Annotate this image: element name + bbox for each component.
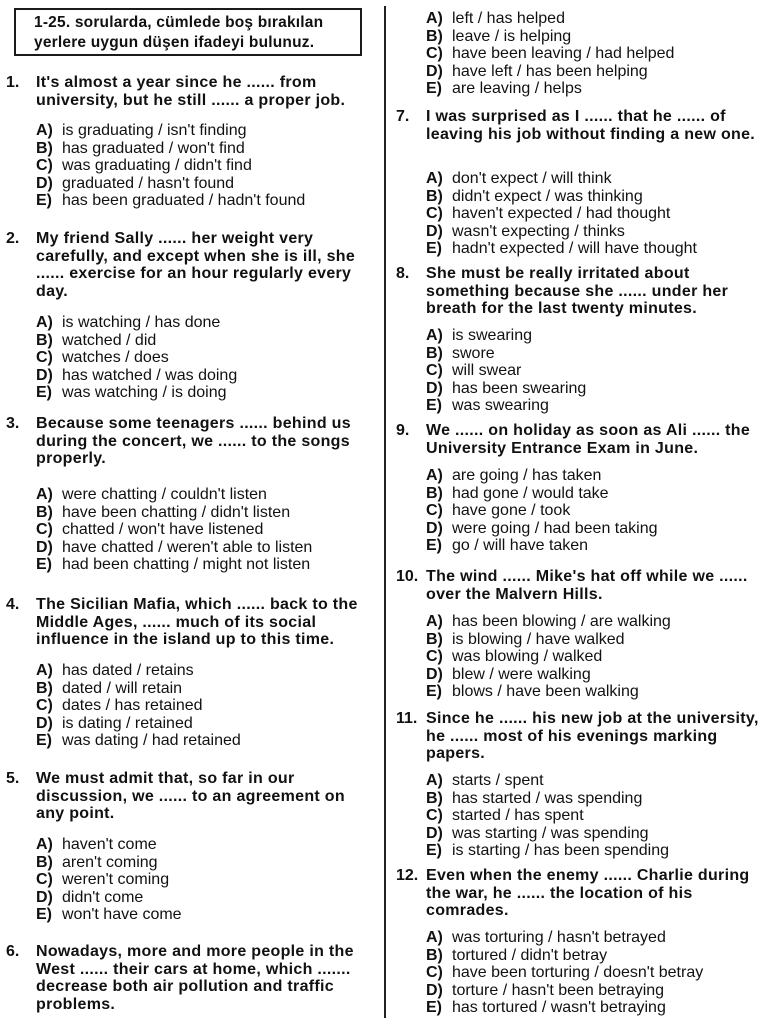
question-stem: Since he ...... his new job at the university, he ...... most of his evenings marking papers. bbox=[426, 710, 759, 762]
option-c[interactable]: C) will swear bbox=[426, 362, 522, 379]
options-list bbox=[426, 327, 766, 415]
question-number: 3. bbox=[6, 415, 20, 432]
question-number: 1. bbox=[6, 74, 20, 91]
option-e[interactable]: E) is starting / has been spending bbox=[426, 842, 670, 859]
options-list bbox=[426, 929, 766, 1017]
option-c[interactable]: C) have been torturing / doesn't betray bbox=[426, 964, 704, 981]
option-d[interactable]: D) has watched / was doing bbox=[36, 366, 238, 384]
option-a[interactable]: A) is watching / has done bbox=[36, 314, 221, 331]
option-c[interactable]: C) was graduating / didn't find bbox=[36, 157, 252, 174]
option-b[interactable]: B) has started / was spending bbox=[426, 789, 643, 807]
option-a[interactable]: A) was torturing / hasn't betrayed bbox=[426, 929, 666, 946]
options-list bbox=[36, 836, 378, 924]
question-number: 2. bbox=[6, 230, 20, 247]
question-number: 4. bbox=[6, 596, 20, 613]
option-e[interactable]: E) had been chatting / might not listen bbox=[36, 556, 311, 573]
option-c[interactable]: C) was blowing / walked bbox=[426, 648, 603, 665]
options-list bbox=[426, 613, 766, 701]
option-b[interactable]: B) didn't expect / was thinking bbox=[426, 187, 643, 205]
option-d[interactable]: D) blew / were walking bbox=[426, 665, 591, 683]
option-a[interactable]: A) don't expect / will think bbox=[426, 170, 612, 187]
question-stem: I was surprised as I ...... that he ...... of leaving his job without finding a new one. bbox=[426, 108, 756, 143]
question-number: 7. bbox=[396, 108, 410, 125]
options-list bbox=[426, 772, 766, 860]
option-c[interactable]: C) dates / has retained bbox=[36, 697, 203, 714]
option-c[interactable]: C) started / has spent bbox=[426, 807, 584, 824]
option-c[interactable]: C) chatted / won't have listened bbox=[36, 521, 264, 538]
question-stem: Because some teenagers ...... behind us during the concert, we ...... to the songs properly. bbox=[36, 415, 351, 467]
instruction-box: 1-25. sorularda, cümlede boş bırakılan yerlere uygun düşen ifadeyi bulunuz. bbox=[14, 8, 362, 56]
option-d[interactable]: D) were going / had been taking bbox=[426, 519, 658, 537]
option-a[interactable]: A) starts / spent bbox=[426, 772, 544, 789]
question-stem: She must be really irritated about something because she ...... under her breath for the last twenty minutes. bbox=[426, 265, 729, 317]
question-stem: It's almost a year since he ...... from university, but he still ...... a proper job. bbox=[36, 74, 346, 109]
option-e[interactable]: E) was dating / had retained bbox=[36, 732, 241, 749]
option-a[interactable]: A) are going / has taken bbox=[426, 467, 602, 484]
option-d[interactable]: D) have left / has been helping bbox=[426, 62, 648, 80]
option-a[interactable]: A) were chatting / couldn't listen bbox=[36, 486, 267, 503]
option-b[interactable]: B) has graduated / won't find bbox=[36, 139, 245, 157]
options-list bbox=[36, 662, 378, 750]
option-e[interactable]: E) are leaving / helps bbox=[426, 80, 582, 97]
options-list bbox=[36, 486, 378, 574]
option-b[interactable]: B) leave / is helping bbox=[426, 27, 572, 45]
question-number: 8. bbox=[396, 265, 410, 282]
options-list bbox=[426, 170, 766, 258]
option-e[interactable]: E) has been graduated / hadn't found bbox=[36, 192, 306, 209]
question-stem: The wind ...... Mike's hat off while we ...... over the Malvern Hills. bbox=[426, 568, 748, 603]
option-d[interactable]: D) didn't come bbox=[36, 888, 144, 906]
question-number: 9. bbox=[396, 422, 410, 439]
question-number: 12. bbox=[396, 867, 419, 884]
option-b[interactable]: B) tortured / didn't betray bbox=[426, 946, 608, 964]
question-stem: The Sicilian Mafia, which ...... back to the Middle Ages, ...... much of its social influence in the island up to this time. bbox=[36, 596, 358, 648]
option-e[interactable]: E) has tortured / wasn't betraying bbox=[426, 999, 666, 1016]
option-e[interactable]: E) won't have come bbox=[36, 906, 182, 923]
options-list bbox=[36, 122, 378, 210]
question-number: 11. bbox=[396, 710, 418, 727]
option-a[interactable]: A) has been blowing / are walking bbox=[426, 613, 671, 630]
option-e[interactable]: E) go / will have taken bbox=[426, 537, 589, 554]
option-c[interactable]: C) watches / does bbox=[36, 349, 169, 366]
option-a[interactable]: A) left / has helped bbox=[426, 10, 565, 27]
question-number: 5. bbox=[6, 770, 20, 787]
option-b[interactable]: B) dated / will retain bbox=[36, 679, 183, 697]
question-stem: My friend Sally ...... her weight very carefully, and except when she is ill, she ...... exercise for an hour regularly every day. bbox=[36, 230, 356, 300]
option-b[interactable]: B) is blowing / have walked bbox=[426, 630, 625, 648]
option-b[interactable]: B) aren't coming bbox=[36, 853, 158, 871]
options-list bbox=[36, 314, 378, 402]
options-list bbox=[426, 467, 766, 555]
option-c[interactable]: C) weren't coming bbox=[36, 871, 170, 888]
option-a[interactable]: A) has dated / retains bbox=[36, 662, 194, 679]
question-stem: We ...... on holiday as soon as Ali ...... the University Entrance Exam in June. bbox=[426, 422, 751, 457]
option-c[interactable]: C) haven't expected / had thought bbox=[426, 205, 671, 222]
option-b[interactable]: B) have been chatting / didn't listen bbox=[36, 503, 291, 521]
question-number: 10. bbox=[396, 568, 419, 585]
option-d[interactable]: D) have chatted / weren't able to listen bbox=[36, 538, 313, 556]
option-d[interactable]: D) torture / hasn't been betraying bbox=[426, 981, 665, 999]
column-divider bbox=[384, 6, 386, 1018]
question-stem: Nowadays, more and more people in the West ...... their cars at home, which ....... decrease both air pollution and traffic problems. bbox=[36, 943, 354, 1013]
option-a[interactable]: A) is swearing bbox=[426, 327, 533, 344]
option-d[interactable]: D) is dating / retained bbox=[36, 714, 193, 732]
question-6-options bbox=[426, 10, 768, 98]
option-d[interactable]: D) wasn't expecting / thinks bbox=[426, 222, 625, 240]
option-b[interactable]: B) had gone / would take bbox=[426, 484, 609, 502]
option-a[interactable]: A) is graduating / isn't finding bbox=[36, 122, 247, 139]
option-d[interactable]: D) graduated / hasn't found bbox=[36, 174, 235, 192]
option-e[interactable]: E) was watching / is doing bbox=[36, 384, 227, 401]
option-d[interactable]: D) was starting / was spending bbox=[426, 824, 649, 842]
question-number: 6. bbox=[6, 943, 20, 960]
option-e[interactable]: E) was swearing bbox=[426, 397, 549, 414]
option-c[interactable]: C) have been leaving / had helped bbox=[426, 45, 675, 62]
option-a[interactable]: A) haven't come bbox=[36, 836, 157, 853]
option-e[interactable]: E) blows / have been walking bbox=[426, 683, 639, 700]
option-b[interactable]: B) swore bbox=[426, 344, 495, 362]
option-b[interactable]: B) watched / did bbox=[36, 331, 157, 349]
question-stem: Even when the enemy ...... Charlie during the war, he ...... the location of his comrades. bbox=[426, 867, 750, 919]
option-c[interactable]: C) have gone / took bbox=[426, 502, 571, 519]
option-e[interactable]: E) hadn't expected / will have thought bbox=[426, 240, 697, 257]
question-stem: We must admit that, so far in our discussion, we ...... to an agreement on any point. bbox=[36, 770, 345, 822]
option-d[interactable]: D) has been swearing bbox=[426, 379, 587, 397]
